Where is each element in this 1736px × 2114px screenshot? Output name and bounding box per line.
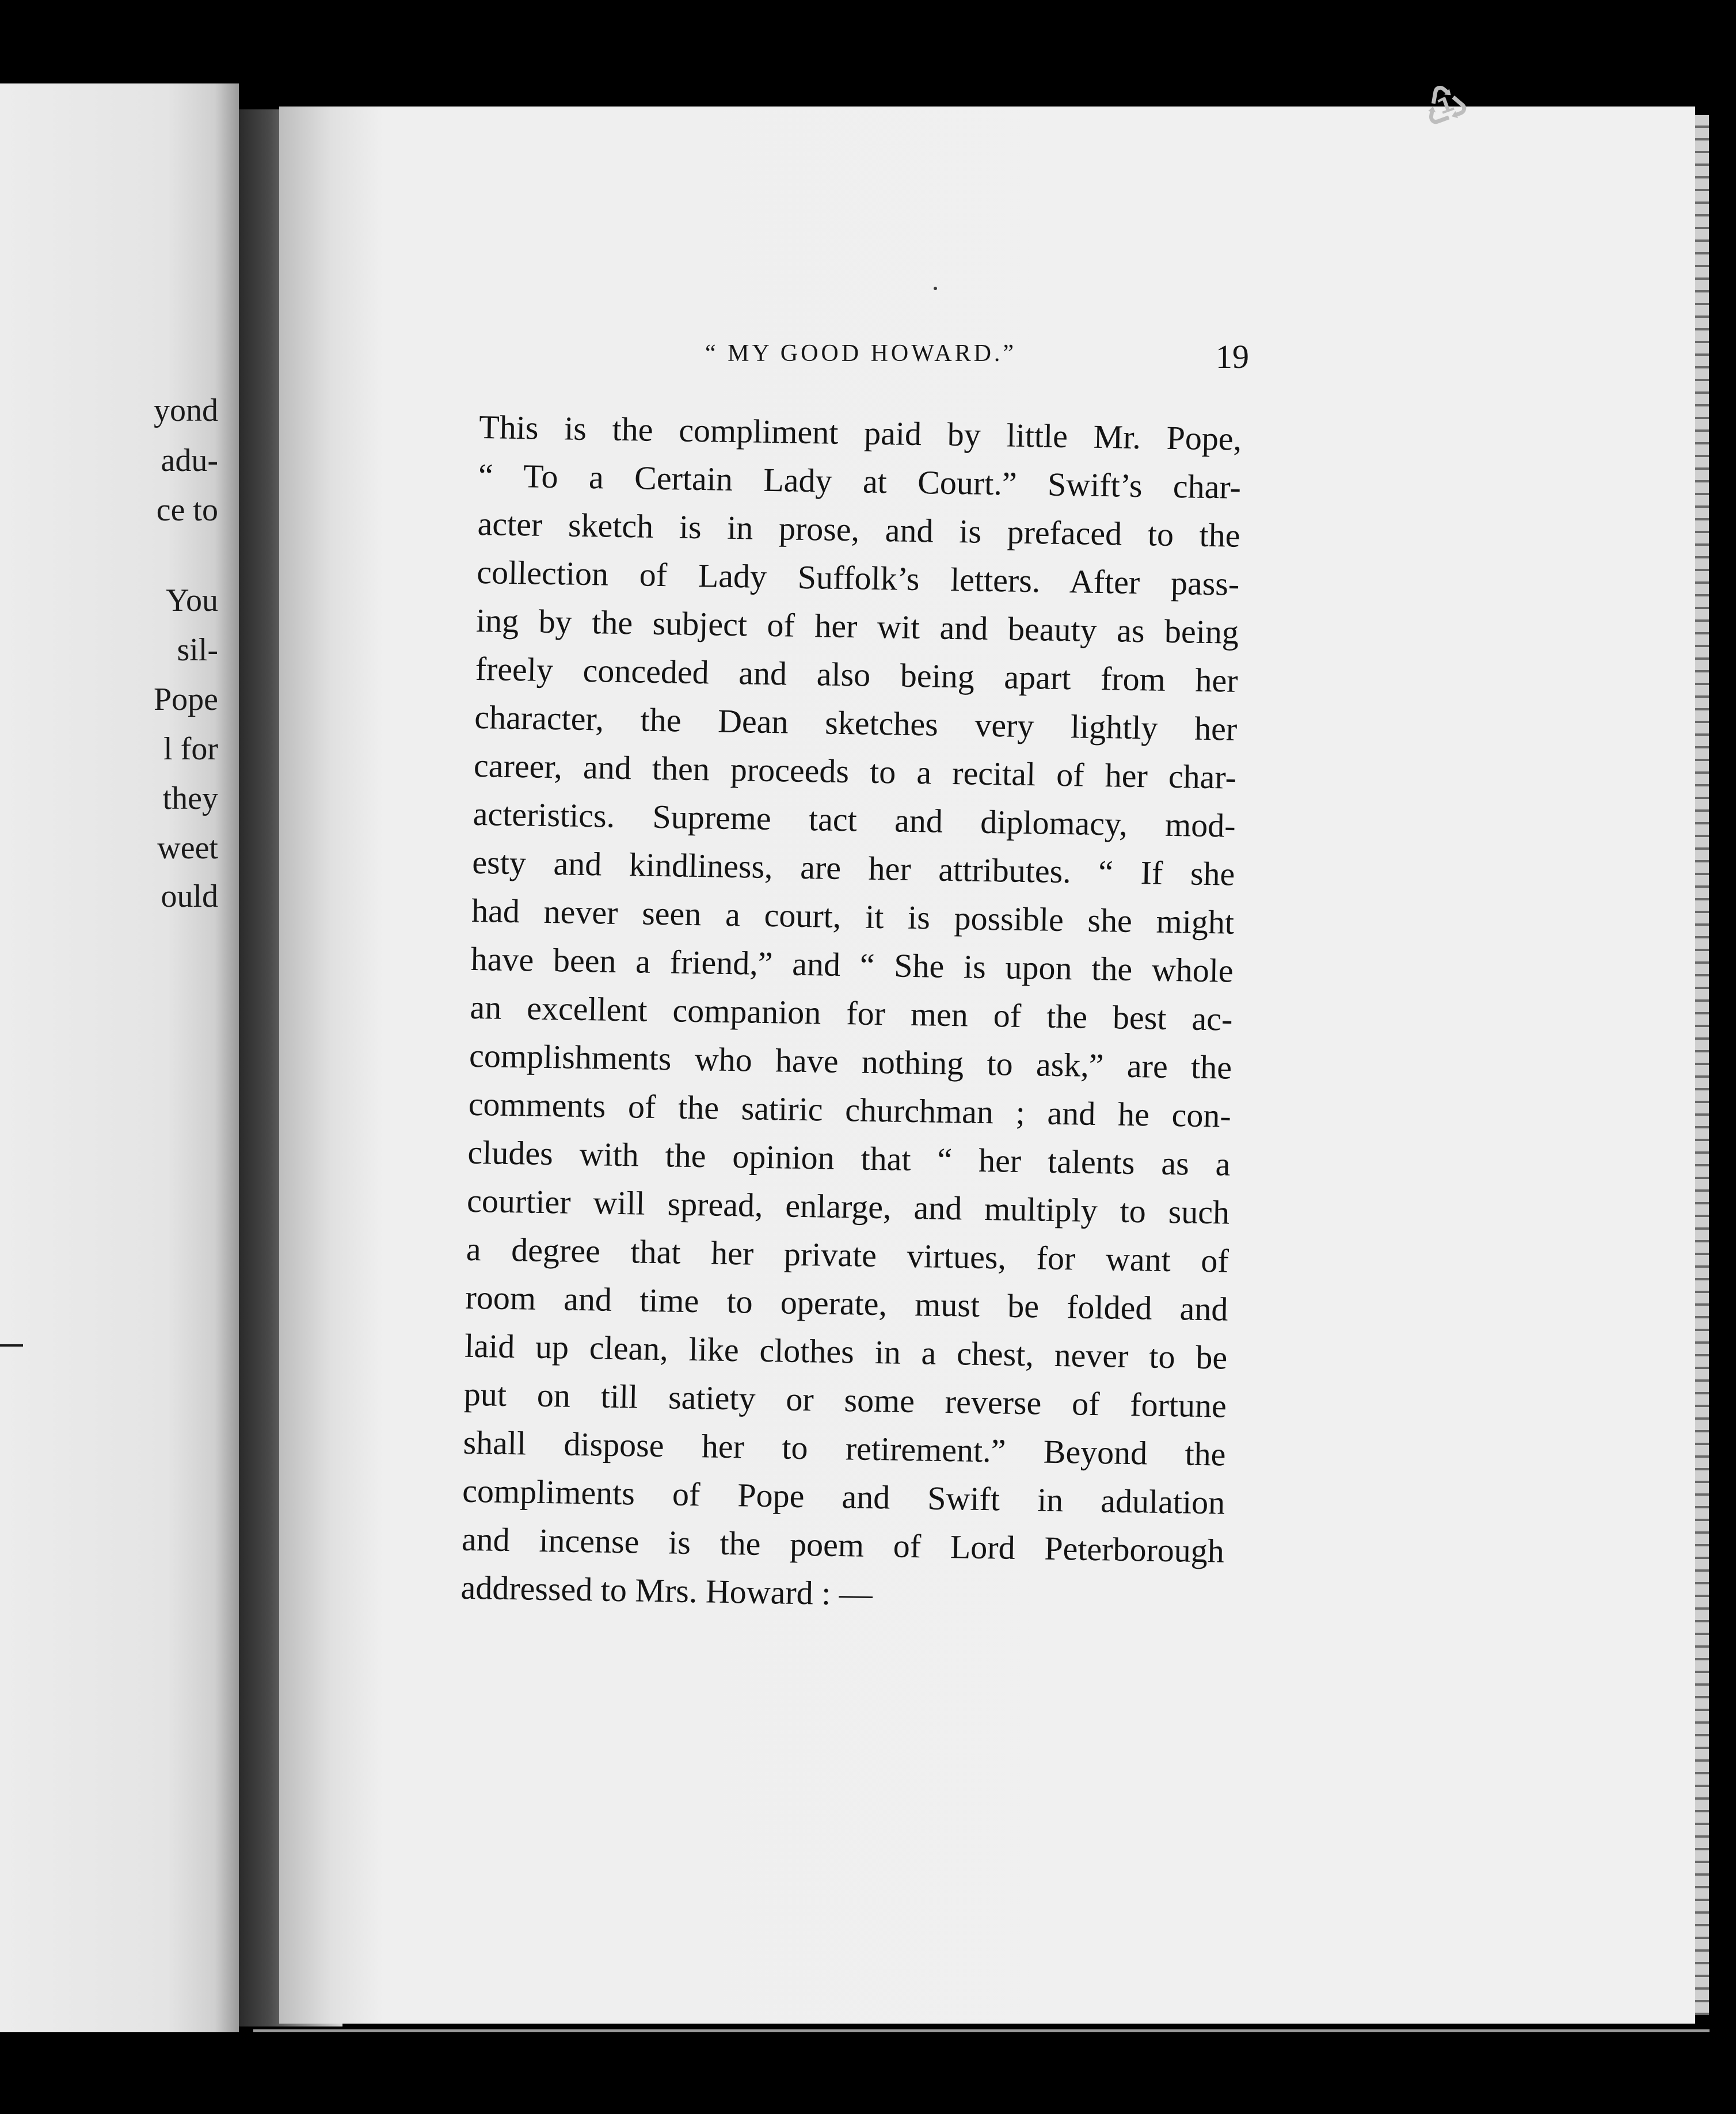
text-line: an excellent companion for men of the best ac- [470, 988, 1233, 1038]
text-line: character, the Dean sketches very lightly her [474, 698, 1238, 748]
text-line: addressed to Mrs. Howard : — [460, 1568, 873, 1613]
left-page-fragment: ould [161, 879, 218, 914]
text-line: comments of the satiric churchman ; and he con- [468, 1085, 1232, 1135]
text-line: shall dispose her to retirement.” Beyond the [463, 1423, 1226, 1473]
text-line: ing by the subject of her wit and beauty as being [475, 601, 1239, 651]
text-line: career, and then proceeds to a recital of her char- [473, 746, 1237, 796]
text-line: room and time to operate, must be folded and [465, 1278, 1228, 1328]
text-line: cludes with the opinion that “ her talents as a [467, 1133, 1231, 1183]
page-bottom-edge [253, 2029, 1710, 2032]
text-line: put on till satiety or some reverse of fortune [463, 1375, 1227, 1425]
text-line: have been a friend,” and “ She is upon the whole [470, 940, 1234, 990]
text-line: had never seen a court, it is possible she might [471, 891, 1235, 941]
left-page-fragment: sil- [177, 632, 218, 668]
text-line: acter sketch is in prose, and is prefaced to the [477, 504, 1241, 554]
previous-page [0, 83, 239, 2032]
left-page-fragment: ce to [156, 492, 218, 528]
text-line: acteristics. Supreme tact and diplomacy, mod- [473, 794, 1236, 845]
dust-speck [934, 287, 937, 290]
page-number: 19 [1216, 338, 1249, 375]
page-edge [1695, 115, 1709, 2015]
text-line: and incense is the poem of Lord Peterborough [461, 1520, 1225, 1570]
left-page-fragment: yond [154, 393, 218, 428]
text-line: freely conceded and also being apart from her [475, 649, 1239, 699]
pencil-mark: ♳ [1413, 71, 1477, 140]
text-line: courtier will spread, enlarge, and multiply to such [466, 1181, 1230, 1231]
body-text [460, 403, 1242, 1624]
text-line: complishments who have nothing to ask,” are the [469, 1036, 1232, 1086]
left-page-fragment: adu- [161, 443, 218, 478]
left-page-fragment: l for [163, 731, 218, 767]
text-line: “ To a Certain Lady at Court.” Swift’s char- [478, 456, 1242, 506]
text-line: collection of Lady Suffolk’s letters. After pass- [476, 553, 1240, 603]
text-line: a degree that her private virtues, for want of [466, 1230, 1229, 1280]
left-page-fragment: You [166, 583, 218, 618]
text-line: This is the compliment paid by little Mr. Pope, [478, 408, 1242, 458]
left-page-fragment: Pope [154, 682, 218, 717]
left-page-fragment: weet [157, 830, 218, 866]
text-line: compliments of Pope and Swift in adulation [462, 1472, 1225, 1522]
text-line: laid up clean, like clothes in a chest, never to be [464, 1326, 1228, 1377]
left-page-rule [0, 1344, 23, 1347]
text-line: esty and kindliness, are her attributes. “ If she [471, 843, 1235, 893]
left-page-fragment: they [162, 781, 218, 816]
running-head: “ MY GOOD HOWARD.” [705, 340, 1017, 367]
